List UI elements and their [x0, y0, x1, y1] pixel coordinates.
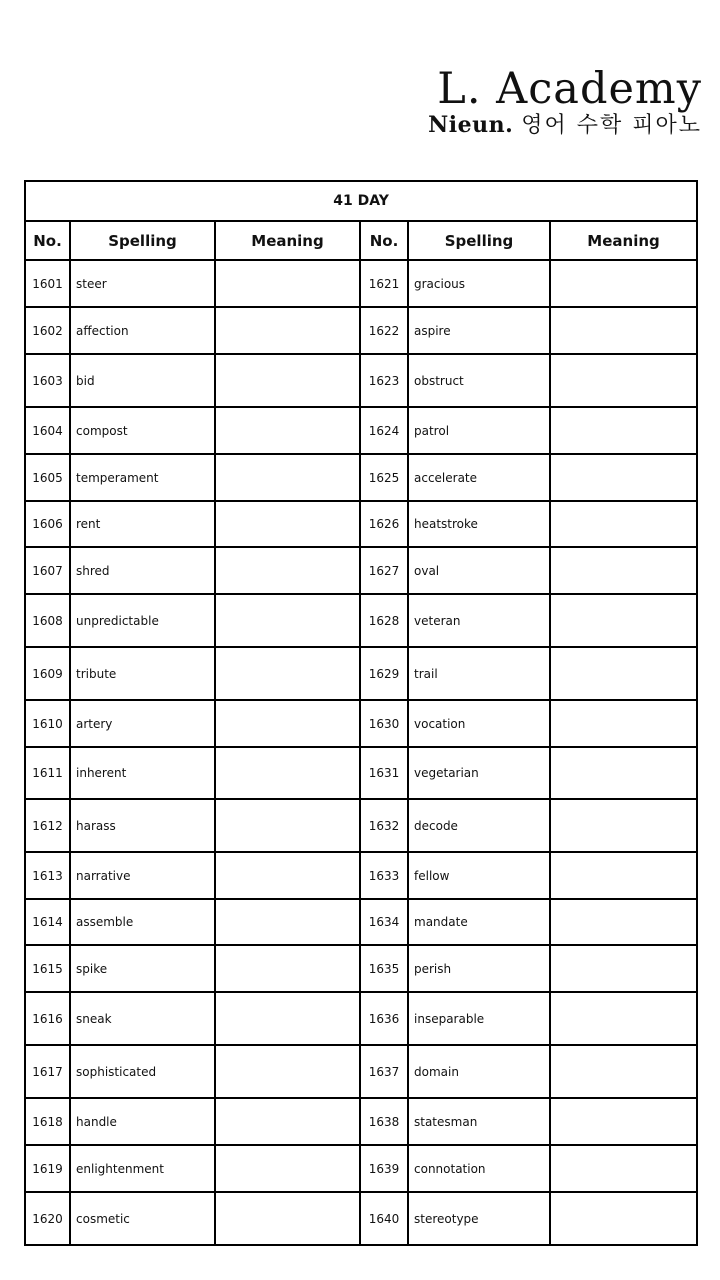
- word-number: 1626: [360, 501, 408, 547]
- word-number: 1607: [25, 547, 70, 594]
- word-number: 1612: [25, 799, 70, 852]
- word-number: 1614: [25, 899, 70, 945]
- meaning-blank[interactable]: [550, 1192, 697, 1245]
- table-row: [25, 747, 697, 799]
- meaning-blank[interactable]: [215, 700, 360, 747]
- meaning-blank[interactable]: [215, 992, 360, 1045]
- word-number: 1638: [360, 1098, 408, 1145]
- word-number: 1606: [25, 501, 70, 547]
- word-number: 1635: [360, 945, 408, 992]
- word-spelling: artery: [70, 700, 215, 747]
- word-spelling: affection: [70, 307, 215, 354]
- word-number: 1637: [360, 1045, 408, 1098]
- meaning-blank[interactable]: [215, 747, 360, 799]
- word-number: 1632: [360, 799, 408, 852]
- word-spelling: compost: [70, 407, 215, 454]
- word-spelling: fellow: [408, 852, 550, 899]
- word-spelling: connotation: [408, 1145, 550, 1192]
- word-number: 1629: [360, 647, 408, 700]
- header-spelling-left: Spelling: [70, 221, 215, 260]
- word-number: 1611: [25, 747, 70, 799]
- table-row: [25, 1098, 697, 1145]
- word-number: 1627: [360, 547, 408, 594]
- table-row: [25, 1192, 697, 1245]
- word-number: 1601: [25, 260, 70, 307]
- header-meaning-right: Meaning: [550, 221, 697, 260]
- header-no-right: No.: [360, 221, 408, 260]
- meaning-blank[interactable]: [550, 1145, 697, 1192]
- meaning-blank[interactable]: [550, 501, 697, 547]
- word-number: 1639: [360, 1145, 408, 1192]
- word-number: 1634: [360, 899, 408, 945]
- meaning-blank[interactable]: [550, 992, 697, 1045]
- meaning-blank[interactable]: [550, 407, 697, 454]
- word-number: 1628: [360, 594, 408, 647]
- meaning-blank[interactable]: [550, 307, 697, 354]
- word-spelling: stereotype: [408, 1192, 550, 1245]
- word-spelling: shred: [70, 547, 215, 594]
- table-row: [25, 1045, 697, 1098]
- day-title: 41 DAY: [25, 181, 697, 221]
- word-spelling: bid: [70, 354, 215, 407]
- word-number: 1619: [25, 1145, 70, 1192]
- meaning-blank[interactable]: [215, 945, 360, 992]
- header-no-left: No.: [25, 221, 70, 260]
- word-number: 1608: [25, 594, 70, 647]
- word-spelling: cosmetic: [70, 1192, 215, 1245]
- logo-brand: Nieun.: [428, 112, 514, 138]
- meaning-blank[interactable]: [215, 799, 360, 852]
- meaning-blank[interactable]: [215, 647, 360, 700]
- word-number: 1603: [25, 354, 70, 407]
- table-row: [25, 647, 697, 700]
- word-number: 1610: [25, 700, 70, 747]
- table-row: [25, 407, 697, 454]
- word-spelling: gracious: [408, 260, 550, 307]
- word-number: 1615: [25, 945, 70, 992]
- word-number: 1624: [360, 407, 408, 454]
- word-spelling: patrol: [408, 407, 550, 454]
- academy-logo: [428, 66, 702, 139]
- table-row: [25, 852, 697, 899]
- meaning-blank[interactable]: [215, 1145, 360, 1192]
- meaning-blank[interactable]: [215, 407, 360, 454]
- word-spelling: statesman: [408, 1098, 550, 1145]
- word-spelling: obstruct: [408, 354, 550, 407]
- word-number: 1602: [25, 307, 70, 354]
- meaning-blank[interactable]: [215, 594, 360, 647]
- word-number: 1617: [25, 1045, 70, 1098]
- table-row: [25, 307, 697, 354]
- meaning-blank[interactable]: [550, 594, 697, 647]
- meaning-blank[interactable]: [215, 260, 360, 307]
- vocabulary-table: [24, 180, 698, 1246]
- meaning-blank[interactable]: [550, 547, 697, 594]
- meaning-blank[interactable]: [215, 852, 360, 899]
- word-spelling: harass: [70, 799, 215, 852]
- meaning-blank[interactable]: [550, 454, 697, 501]
- word-spelling: assemble: [70, 899, 215, 945]
- word-spelling: decode: [408, 799, 550, 852]
- meaning-blank[interactable]: [550, 852, 697, 899]
- table-row: [25, 594, 697, 647]
- meaning-blank[interactable]: [215, 899, 360, 945]
- word-spelling: vegetarian: [408, 747, 550, 799]
- table-row: [25, 354, 697, 407]
- meaning-blank[interactable]: [550, 899, 697, 945]
- word-number: 1618: [25, 1098, 70, 1145]
- table-row: [25, 454, 697, 501]
- header-meaning-left: Meaning: [215, 221, 360, 260]
- word-number: 1616: [25, 992, 70, 1045]
- word-spelling: enlightenment: [70, 1145, 215, 1192]
- word-spelling: inseparable: [408, 992, 550, 1045]
- meaning-blank[interactable]: [550, 1098, 697, 1145]
- word-spelling: rent: [70, 501, 215, 547]
- word-spelling: perish: [408, 945, 550, 992]
- word-spelling: trail: [408, 647, 550, 700]
- meaning-blank[interactable]: [550, 945, 697, 992]
- word-spelling: heatstroke: [408, 501, 550, 547]
- logo-subtitle: [428, 112, 702, 139]
- word-number: 1631: [360, 747, 408, 799]
- meaning-blank[interactable]: [215, 354, 360, 407]
- meaning-blank[interactable]: [550, 700, 697, 747]
- vocab-rows: [25, 260, 697, 1245]
- meaning-blank[interactable]: [550, 354, 697, 407]
- meaning-blank[interactable]: [550, 1045, 697, 1098]
- meaning-blank[interactable]: [550, 747, 697, 799]
- word-number: 1604: [25, 407, 70, 454]
- word-spelling: tribute: [70, 647, 215, 700]
- meaning-blank[interactable]: [550, 799, 697, 852]
- word-spelling: narrative: [70, 852, 215, 899]
- word-spelling: veteran: [408, 594, 550, 647]
- word-number: 1640: [360, 1192, 408, 1245]
- word-number: 1633: [360, 852, 408, 899]
- word-number: 1636: [360, 992, 408, 1045]
- word-number: 1630: [360, 700, 408, 747]
- table-row: [25, 700, 697, 747]
- word-spelling: unpredictable: [70, 594, 215, 647]
- table-row: [25, 1145, 697, 1192]
- meaning-blank[interactable]: [215, 1192, 360, 1245]
- word-number: 1620: [25, 1192, 70, 1245]
- meaning-blank[interactable]: [215, 501, 360, 547]
- word-spelling: spike: [70, 945, 215, 992]
- logo-subjects: 영어 수학 피아노: [521, 113, 702, 138]
- word-number: 1605: [25, 454, 70, 501]
- word-spelling: temperament: [70, 454, 215, 501]
- table-row: [25, 547, 697, 594]
- word-spelling: handle: [70, 1098, 215, 1145]
- word-number: 1622: [360, 307, 408, 354]
- table-row: [25, 501, 697, 547]
- table-row: [25, 260, 697, 307]
- word-number: 1609: [25, 647, 70, 700]
- table-row: [25, 945, 697, 992]
- table-row: [25, 799, 697, 852]
- meaning-blank[interactable]: [215, 547, 360, 594]
- table-row: [25, 899, 697, 945]
- logo-title: L. Academy: [437, 64, 702, 114]
- meaning-blank[interactable]: [215, 307, 360, 354]
- meaning-blank[interactable]: [215, 1098, 360, 1145]
- word-spelling: steer: [70, 260, 215, 307]
- word-spelling: accelerate: [408, 454, 550, 501]
- word-number: 1621: [360, 260, 408, 307]
- word-spelling: domain: [408, 1045, 550, 1098]
- meaning-blank[interactable]: [215, 454, 360, 501]
- word-spelling: mandate: [408, 899, 550, 945]
- word-spelling: sophisticated: [70, 1045, 215, 1098]
- table-row: [25, 992, 697, 1045]
- word-number: 1613: [25, 852, 70, 899]
- meaning-blank[interactable]: [215, 1045, 360, 1098]
- word-number: 1623: [360, 354, 408, 407]
- word-spelling: vocation: [408, 700, 550, 747]
- word-number: 1625: [360, 454, 408, 501]
- word-spelling: sneak: [70, 992, 215, 1045]
- word-spelling: aspire: [408, 307, 550, 354]
- meaning-blank[interactable]: [550, 260, 697, 307]
- word-spelling: oval: [408, 547, 550, 594]
- word-spelling: inherent: [70, 747, 215, 799]
- header-spelling-right: Spelling: [408, 221, 550, 260]
- meaning-blank[interactable]: [550, 647, 697, 700]
